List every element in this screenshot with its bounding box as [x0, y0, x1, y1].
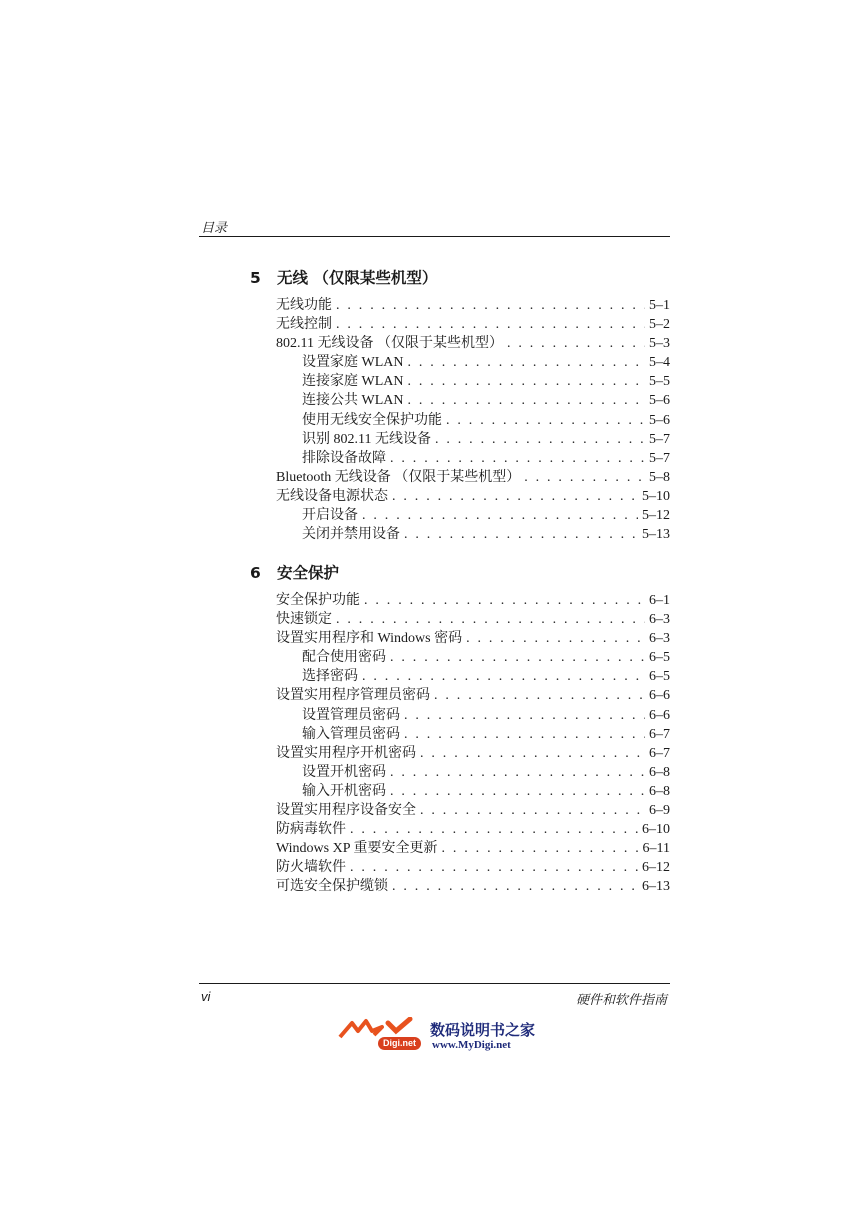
toc-entry-label: 防火墙软件 [276, 860, 346, 876]
dot-leader [408, 372, 646, 391]
toc-entry-label: 识别 802.11 无线设备 [302, 431, 431, 447]
footer-book-title: 硬件和软件指南 [575, 992, 667, 1007]
dot-leader [420, 801, 645, 820]
dot-leader [364, 591, 645, 610]
toc-entry-page: 5–8 [649, 469, 670, 485]
toc-entry[interactable] [250, 610, 670, 629]
toc-entry-page: 5–13 [642, 527, 670, 543]
chapter-number: 6 [250, 564, 261, 582]
footer-page-number: vi [201, 989, 211, 1004]
toc-entry-page: 5–10 [642, 488, 670, 504]
toc-entry-label: 设置实用程序设备安全 [276, 803, 416, 819]
toc-entry-label: 设置实用程序管理员密码 [276, 688, 430, 704]
toc-entry[interactable] [250, 449, 670, 468]
running-header-title: 目录 [201, 220, 228, 235]
toc-entry-list [250, 591, 670, 897]
toc-entry[interactable] [250, 648, 670, 667]
toc-entry[interactable] [250, 744, 670, 763]
chapter-heading [250, 266, 670, 294]
dot-leader [350, 858, 638, 877]
chapter-title: 无线 （仅限某些机型） [277, 269, 438, 287]
dot-leader [404, 706, 645, 725]
dot-leader [390, 763, 645, 782]
toc-entry-page: 5–12 [642, 508, 670, 524]
toc-entry-label: 无线功能 [276, 298, 332, 313]
dot-leader [390, 449, 645, 468]
dot-leader [446, 411, 645, 430]
dot-leader [336, 610, 645, 629]
toc-entry[interactable] [250, 525, 670, 544]
chapter-number: 5 [250, 269, 261, 287]
dot-leader [392, 877, 638, 896]
toc-entry-page: 5–1 [649, 298, 670, 313]
toc-entry-label: 开启设备 [302, 508, 358, 524]
toc-entry-label: 无线控制 [276, 317, 332, 333]
dot-leader [336, 296, 645, 315]
toc-entry-label: 设置开机密码 [302, 764, 386, 780]
dot-leader [507, 334, 645, 353]
dot-leader [435, 430, 645, 449]
toc-entry[interactable] [250, 506, 670, 525]
toc-entry-label: 输入开机密码 [302, 783, 386, 799]
toc-entry[interactable] [250, 763, 670, 782]
toc-entry-label: 设置管理员密码 [302, 707, 400, 723]
toc-entry-page: 6–3 [649, 631, 670, 647]
toc-entry[interactable] [250, 334, 670, 353]
toc-entry-page: 5–2 [649, 317, 670, 333]
toc-entry-page: 5–7 [649, 450, 670, 466]
dot-leader [466, 629, 645, 648]
toc-entry[interactable] [250, 372, 670, 391]
toc-entry-label: 设置家庭 WLAN [302, 355, 404, 371]
toc-entry[interactable] [250, 782, 670, 801]
toc-entry[interactable] [250, 468, 670, 487]
toc-entry[interactable] [250, 487, 670, 506]
dot-leader [404, 725, 645, 744]
toc-entry-label: 使用无线安全保护功能 [302, 412, 442, 428]
toc-entry-label: 选择密码 [302, 669, 358, 685]
toc-entry-label: 防病毒软件 [276, 822, 346, 838]
toc-entry[interactable] [250, 667, 670, 686]
dot-leader [350, 820, 638, 839]
dot-leader [420, 744, 645, 763]
toc-entry-page: 5–6 [649, 393, 670, 409]
header-rule [199, 236, 670, 237]
toc-entry-list [250, 296, 670, 544]
dot-leader [524, 468, 645, 487]
toc-entry-page: 5–4 [649, 355, 670, 371]
toc-entry[interactable] [250, 877, 670, 896]
toc-entry[interactable] [250, 315, 670, 334]
dot-leader [336, 315, 645, 334]
dot-leader [408, 353, 646, 372]
dot-leader [392, 487, 638, 506]
toc-entry-page: 6–8 [649, 764, 670, 780]
toc-entry-page: 6–6 [649, 688, 670, 704]
toc-entry-label: 设置实用程序和 Windows 密码 [276, 631, 463, 647]
dot-leader [362, 506, 638, 525]
toc-entry-label: 配合使用密码 [302, 650, 386, 666]
dot-leader [441, 839, 638, 858]
toc-entry-label: 可选安全保护缆锁 [276, 879, 388, 895]
toc-entry[interactable] [250, 629, 670, 648]
logo-site-name: 数码说明书之家 [430, 1021, 536, 1039]
toc-entry-page: 6–12 [642, 860, 670, 876]
toc-entry-page: 6–3 [649, 612, 670, 628]
dot-leader [390, 782, 645, 801]
dot-leader [390, 648, 645, 667]
footer-rule [199, 983, 670, 984]
toc-entry-label: 快速锁定 [276, 612, 332, 628]
logo-url: www.MyDigi.net [432, 1039, 511, 1051]
toc-entry-page: 6–7 [649, 745, 670, 761]
dot-leader [404, 525, 638, 544]
toc-entry-label: 802.11 无线设备 （仅限于某些机型） [276, 336, 503, 352]
toc-entry-page: 5–6 [649, 412, 670, 428]
toc-entry-label: 关闭并禁用设备 [302, 527, 400, 543]
toc-entry-page: 5–5 [649, 374, 670, 390]
toc-entry-label: Bluetooth 无线设备 （仅限于某些机型） [276, 469, 521, 485]
toc-entry-label: 设置实用程序开机密码 [276, 745, 416, 761]
toc-entry[interactable] [250, 591, 670, 610]
toc-entry-page: 5–3 [649, 336, 670, 352]
chapter-6-section [250, 561, 670, 897]
toc-entry-page: 6–11 [642, 841, 670, 857]
toc-entry-label: 连接公共 WLAN [302, 393, 404, 409]
toc-entry-page: 6–7 [649, 726, 670, 742]
toc-entry-label: 排除设备故障 [302, 450, 386, 466]
dot-leader [408, 391, 646, 410]
toc-entry-page: 6–10 [642, 822, 670, 838]
toc-entry[interactable] [250, 296, 670, 315]
toc-entry-page: 6–8 [649, 783, 670, 799]
toc-entry[interactable] [250, 353, 670, 372]
toc-entry-label: 连接家庭 WLAN [302, 374, 404, 390]
toc-entry[interactable] [250, 430, 670, 449]
my-logo-icon [338, 1017, 428, 1039]
toc-entry-label: 安全保护功能 [276, 593, 360, 608]
toc-entry[interactable] [250, 801, 670, 820]
chapter-heading [250, 561, 670, 589]
chapter-title: 安全保护 [277, 564, 340, 582]
toc-entry[interactable] [250, 839, 670, 858]
logo-badge: Digi.net [378, 1037, 421, 1050]
toc-entry-page: 6–13 [642, 879, 670, 895]
toc-entry[interactable] [250, 820, 670, 839]
toc-entry[interactable] [250, 858, 670, 877]
dot-leader [434, 686, 645, 705]
toc-entry-label: 输入管理员密码 [302, 726, 400, 742]
toc-entry-page: 5–7 [649, 431, 670, 447]
toc-entry[interactable] [250, 725, 670, 744]
dot-leader [362, 667, 645, 686]
chapter-5-section [250, 266, 670, 544]
toc-entry-page: 6–5 [649, 650, 670, 666]
toc-entry[interactable] [250, 706, 670, 725]
toc-entry-page: 6–1 [649, 593, 670, 608]
toc-entry[interactable] [250, 391, 670, 410]
mydigi-watermark-logo [338, 1017, 538, 1055]
toc-entry-page: 6–9 [649, 803, 670, 819]
toc-entry-label: 无线设备电源状态 [276, 488, 388, 504]
toc-entry-page: 6–5 [649, 669, 670, 685]
toc-entry[interactable] [250, 686, 670, 705]
toc-entry[interactable] [250, 411, 670, 430]
toc-entry-page: 6–6 [649, 707, 670, 723]
toc-entry-label: Windows XP 重要安全更新 [276, 841, 438, 857]
